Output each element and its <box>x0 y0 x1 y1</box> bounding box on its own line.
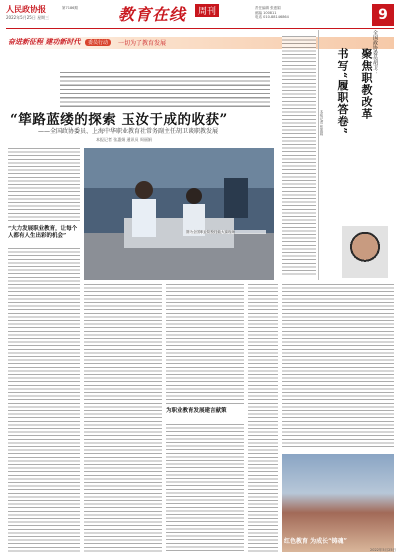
paper-name: 人民政协报 <box>6 5 46 14</box>
side-kicker: 全国政协委员胡卫： <box>372 30 378 75</box>
editor-info <box>255 6 299 20</box>
masthead-title: 教育在线 <box>118 5 187 24</box>
section-tag: 委员行动 <box>85 39 111 46</box>
bottom-photo-caption: 红色教育 为成长“铸魂” <box>284 538 347 545</box>
column-divider <box>318 30 319 280</box>
pull-quote: “大力发展职业教育，让每个人都有人生出彩的机会” <box>8 226 78 239</box>
footer-note: 2022年5月25日 <box>370 548 397 552</box>
article-byline: 本报记者 张惠娟 通讯员 周丽娟 <box>96 137 152 142</box>
portrait-photo <box>342 226 388 278</box>
photo-caption: 图为全国职业院校技能大赛现场 <box>186 230 266 234</box>
body-column <box>84 284 162 553</box>
side-author: 本报记者 张惠娟 <box>320 110 324 136</box>
header-rule <box>6 28 394 29</box>
body-column <box>8 148 80 223</box>
body-column <box>166 424 244 553</box>
side-body <box>282 36 316 276</box>
side-subheadline: 书写“履职答卷” <box>336 48 349 135</box>
side-headline: 聚焦职教改革 <box>360 48 373 120</box>
body-column <box>248 284 278 553</box>
pull-quote: 为职业教育发展建言献策 <box>166 408 227 414</box>
issue-date: 2022年5月25日 星期三 <box>6 15 50 20</box>
editor-line: 电话 010-88146864 <box>255 15 289 19</box>
section-topic: 一切为了教育发展 <box>118 40 167 47</box>
side-body <box>282 284 394 448</box>
intro-paragraph <box>60 72 270 108</box>
editor-line: 责任编辑 张惠娟 <box>255 6 281 10</box>
weekly-badge: 周刊 <box>195 4 219 17</box>
page-number: 9 <box>372 4 394 26</box>
body-column <box>8 248 80 553</box>
article-headline: “筚路蓝缕的探索 玉汝于成的收获” <box>10 112 228 128</box>
workshop-photo-icon <box>84 148 274 280</box>
article-photo <box>84 148 274 280</box>
issue-number: 第7186期 <box>62 6 78 10</box>
editor-line: 邮编 100811 <box>255 10 277 15</box>
article-subhead: ——全国政协委员、上海中华职业教育社常务副主任胡卫谈职教发展 <box>38 128 219 135</box>
slogan-text: 奋进新征程 建功新时代 <box>8 37 81 46</box>
body-column <box>166 284 244 404</box>
